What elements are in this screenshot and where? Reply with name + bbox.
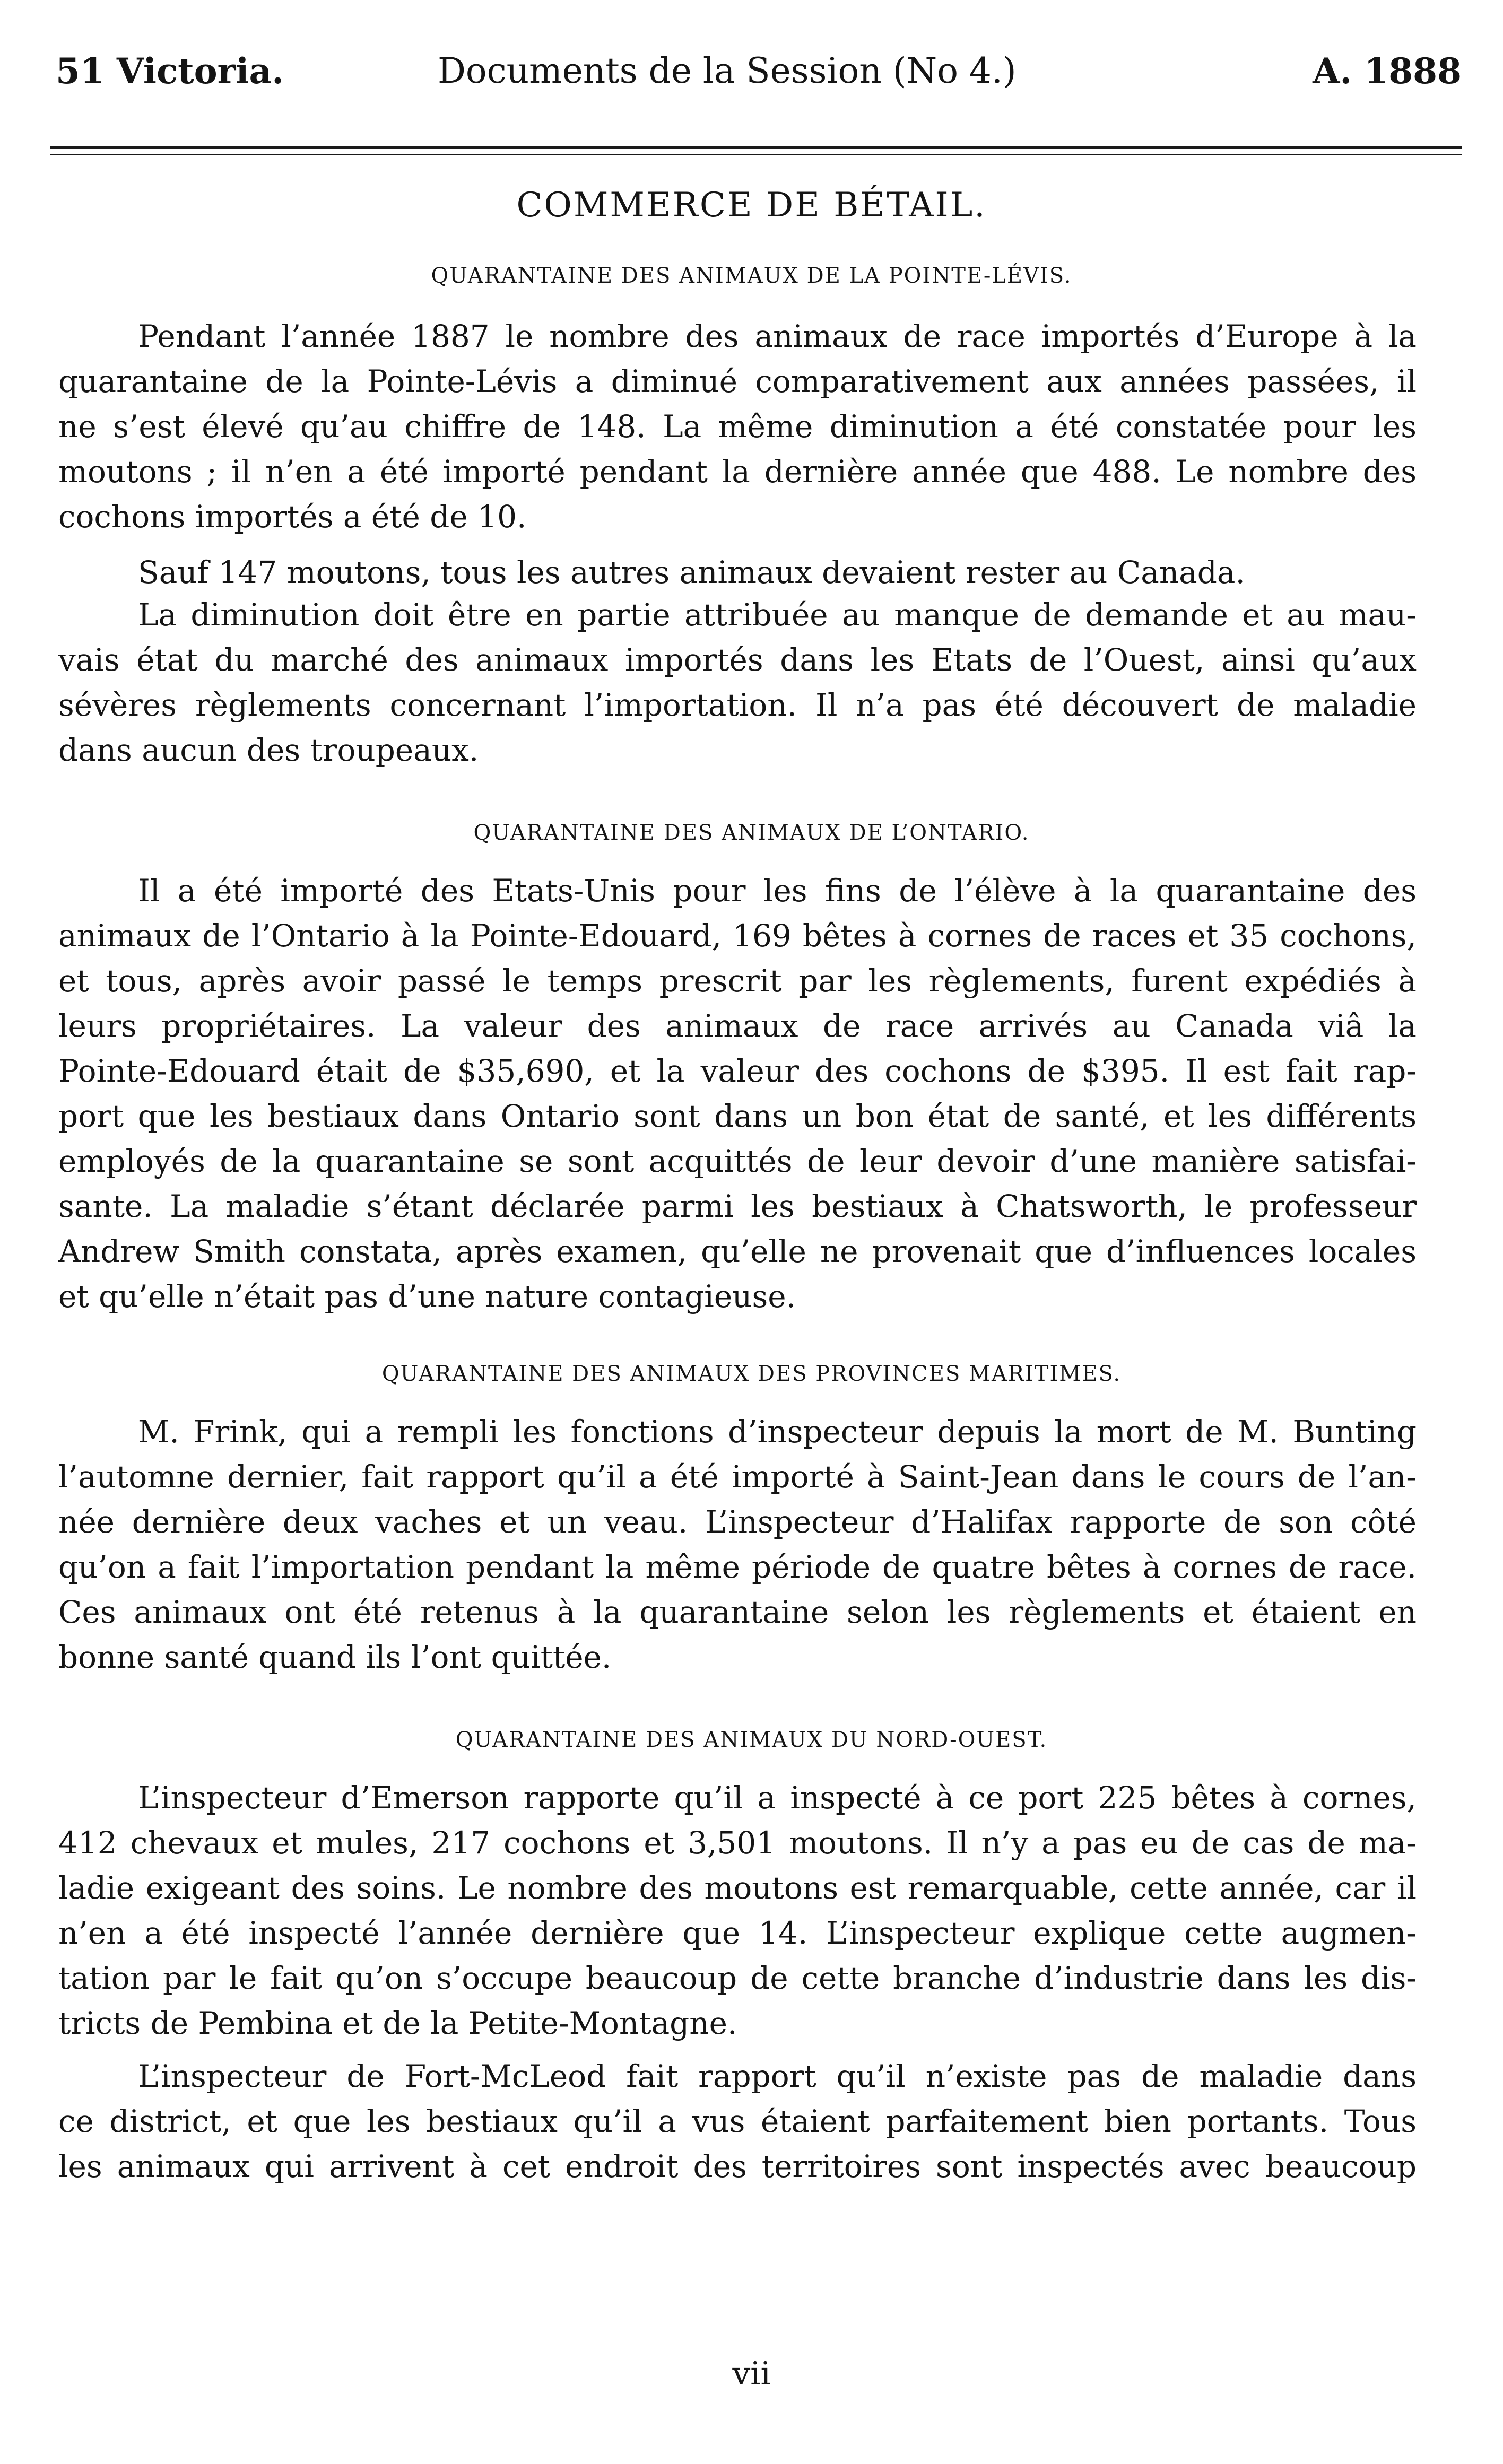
- text-line: ne s’est élevé qu’au chiffre de 148. La même diminution a été constatée pour les: [58, 408, 1417, 445]
- text-line: Sauf 147 moutons, tous les autres animaux devaient rester au Canada.: [138, 554, 1245, 590]
- text-line: vais état du marché des animaux importés dans les Etats de l’Ouest, ainsi qu’aux: [58, 642, 1417, 678]
- text-line: bonne santé quand ils l’ont quittée.: [58, 1639, 612, 1675]
- text-line: née dernière deux vaches et un veau. L’inspecteur d’Halifax rapporte de son côté: [58, 1504, 1417, 1540]
- text-line: Il a été importé des Etats-Unis pour les fins de l’élève à la quarantaine des: [138, 873, 1417, 909]
- session-volume: 51 Victoria.: [56, 50, 284, 92]
- text-line: tricts de Pembina et de la Petite-Montagne.: [58, 2005, 737, 2041]
- text-line: cochons importés a été de 10.: [58, 499, 527, 535]
- section-heading-ontario: QUARANTAINE DES ANIMAUX DE L’ONTARIO.: [473, 821, 1030, 845]
- session-year: A. 1888: [1313, 50, 1462, 92]
- section-heading-pointe-levis: QUARANTAINE DES ANIMAUX DE LA POINTE-LÉVIS.: [431, 264, 1072, 288]
- text-line: et tous, après avoir passé le temps prescrit par les règlements, furent expédiés à: [58, 963, 1417, 999]
- text-line: ce district, et que les bestiaux qu’il a vus étaient parfaitement bien portants. Tous: [58, 2103, 1417, 2139]
- text-line: qu’on a fait l’importation pendant la même période de quatre bêtes à cornes de race.: [58, 1549, 1417, 1585]
- text-line: animaux de l’Ontario à la Pointe-Edouard, 169 bêtes à cornes de races et 35 cochons,: [58, 918, 1417, 954]
- text-line: quarantaine de la Pointe-Lévis a diminué comparativement aux années passées, il: [58, 363, 1417, 399]
- text-line: L’inspecteur de Fort-McLeod fait rapport qu’il n’existe pas de maladie dans: [138, 2058, 1417, 2094]
- text-line: leurs propriétaires. La valeur des animaux de race arrivés au Canada viâ la: [58, 1008, 1417, 1044]
- page-title: COMMERCE DE BÉTAIL.: [516, 186, 987, 225]
- text-line: dans aucun des troupeaux.: [58, 732, 479, 768]
- text-line: 412 chevaux et mules, 217 cochons et 3,501 moutons. Il n’y a pas eu de cas de ma-: [58, 1825, 1417, 1861]
- text-line: Andrew Smith constata, après examen, qu’elle ne provenait que d’influences locales: [58, 1233, 1417, 1269]
- text-line: La diminution doit être en partie attribuée au manque de demande et au mau-: [138, 597, 1417, 633]
- text-line: employés de la quarantaine se sont acquittés de leur devoir d’une manière satisfai-: [58, 1143, 1417, 1179]
- page-number: vii: [732, 2355, 771, 2392]
- text-line: Pendant l’année 1887 le nombre des animaux de race importés d’Europe à la: [138, 318, 1417, 354]
- text-line: sévères règlements concernant l’importation. Il n’a pas été découvert de maladie: [58, 687, 1417, 723]
- text-line: M. Frink, qui a rempli les fonctions d’inspecteur depuis la mort de M. Bunting: [138, 1414, 1417, 1450]
- header-rule-thick: [50, 146, 1462, 149]
- section-heading-nord-ouest: QUARANTAINE DES ANIMAUX DU NORD-OUEST.: [455, 1728, 1048, 1752]
- running-header: [50, 50, 1462, 98]
- section-heading-provinces-maritimes: QUARANTAINE DES ANIMAUX DES PROVINCES MARITIMES.: [381, 1362, 1122, 1386]
- text-line: n’en a été inspecté l’année dernière que 14. L’inspecteur explique cette augmen-: [58, 1915, 1417, 1951]
- text-line: les animaux qui arrivent à cet endroit des territoires sont inspectés avec beaucoup: [58, 2148, 1417, 2184]
- text-line: tation par le fait qu’on s’occupe beaucoup de cette branche d’industrie dans les dis-: [58, 1960, 1417, 1996]
- text-line: Pointe-Edouard était de $35,690, et la valeur des cochons de $395. Il est fait rap-: [58, 1053, 1417, 1089]
- text-line: l’automne dernier, fait rapport qu’il a été importé à Saint-Jean dans le cours de l’an-: [58, 1459, 1417, 1495]
- text-line: sante. La maladie s’étant déclarée parmi les bestiaux à Chatsworth, le professeur: [58, 1188, 1417, 1224]
- text-line: L’inspecteur d’Emerson rapporte qu’il a inspecté à ce port 225 bêtes à cornes,: [138, 1780, 1417, 1816]
- text-line: moutons ; il n’en a été importé pendant la dernière année que 488. Le nombre des: [58, 454, 1417, 490]
- text-line: et qu’elle n’était pas d’une nature contagieuse.: [58, 1278, 796, 1314]
- text-line: Ces animaux ont été retenus à la quarantaine selon les règlements et étaient en: [58, 1594, 1417, 1630]
- header-rule-thin: [50, 154, 1462, 155]
- text-line: port que les bestiaux dans Ontario sont dans un bon état de santé, et les différents: [58, 1098, 1417, 1134]
- text-line: ladie exigeant des soins. Le nombre des moutons est remarquable, cette année, car il: [58, 1870, 1417, 1906]
- document-series: Documents de la Session (No 4.): [438, 50, 1017, 91]
